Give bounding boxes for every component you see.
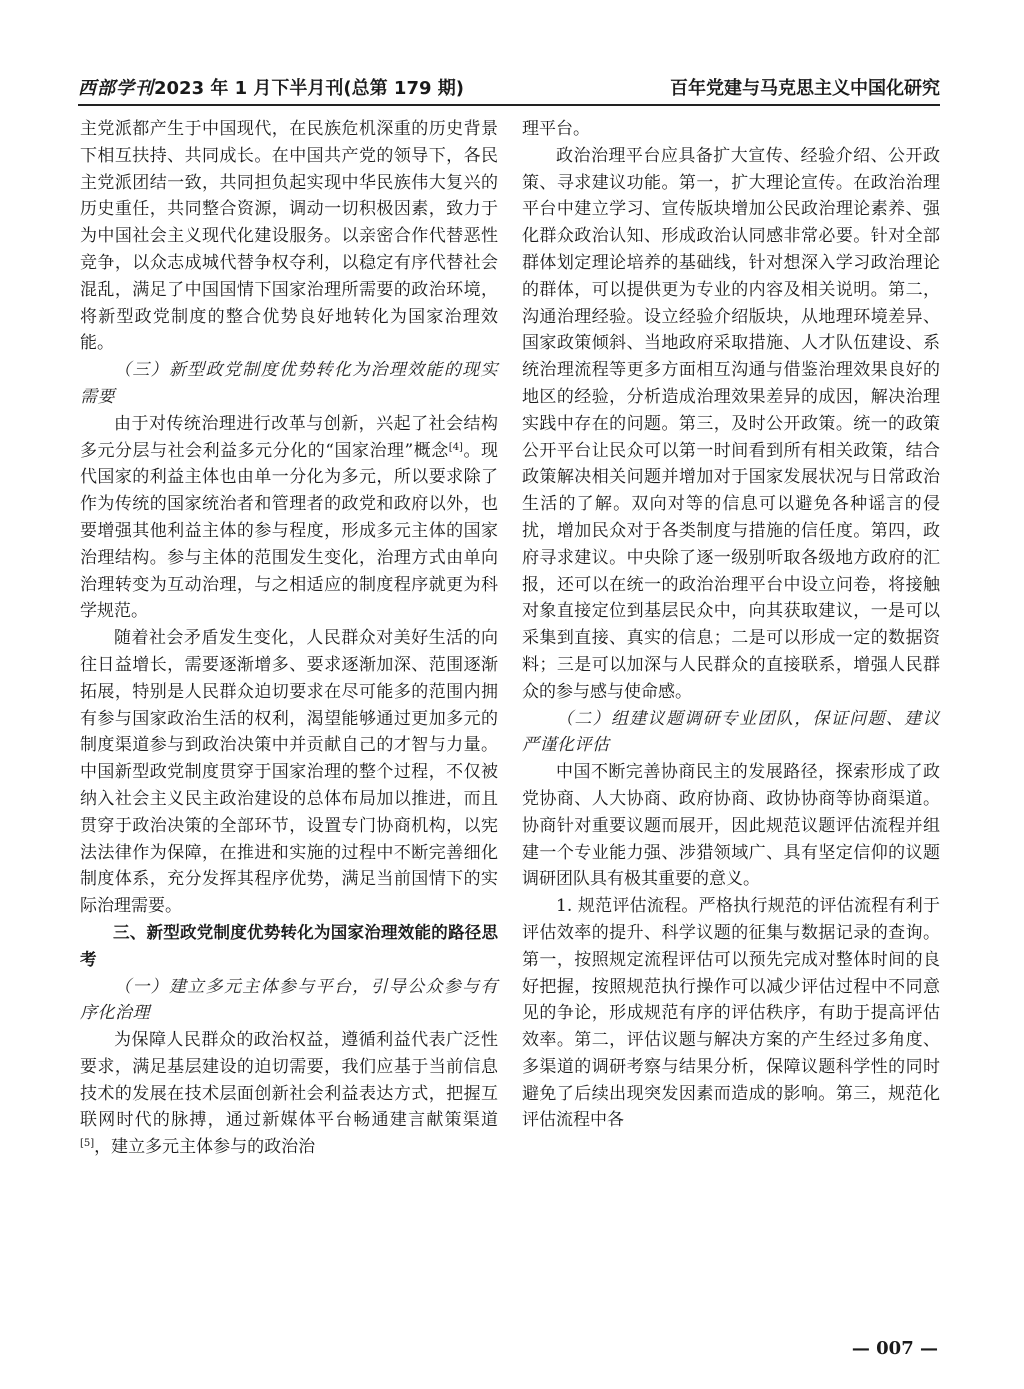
section-title: 百年党建与马克思主义中国化研究 [670, 78, 940, 99]
paragraph-continued: 理平台。 [522, 119, 590, 139]
subsection-heading: （三）新型政党制度优势转化为治理效能的现实需要 [80, 360, 498, 407]
issue-label: 2023 年 1 月下半月刊(总第 179 期) [154, 78, 464, 99]
citation-ref: [4] [448, 441, 463, 453]
left-column [80, 116, 498, 1161]
citation-ref: [5] [80, 1138, 95, 1150]
paragraph: 为保障人民群众的政治权益，遵循利益代表广泛性要求，满足基层建设的迫切需要，我们应基于当前信息技术的发展在技术层面创新社会利益表达方式，把握互联网时代的脉搏，通过新媒体平台畅通建言献策渠道[5]，建立多元主体参与的政治治 [80, 1030, 498, 1158]
paragraph: 由于对传统治理进行改革与创新，兴起了社会结构多元分层与社会利益多元分化的“国家治理”概念[4]。现代国家的利益主体也由单一分化为多元，所以要求除了作为传统的国家统治者和管理者的政党和政府以外，也要增强其他利益主体的参与程度，形成多元主体的国家治理结构。参与主体的范围发生变化，治理方式由单向治理转变为互动治理，与之相适应的制度程序就更为科学规范。 [80, 413, 499, 622]
paragraph: 政治治理平台应具备扩大宣传、经验介绍、公开政策、寻求建议功能。第一，扩大理论宣传。在政治治理平台中建立学习、宣传版块增加公民政治理论素养、强化群众政治认知、形成政治认同感非常必要。针对全部群体划定理论培养的基础线，针对想深入学习政治理论的群体，可以提供更为专业的内容及相关说明。第二，沟通治理经验。设立经验介绍版块，从地理环境差异、国家政策倾斜、当地政府采取措施、人才队伍建设、系统治理流程等更多方面相互沟通与借鉴治理效果良好的地区的经验，分析造成治理效果差异的成因，解决治理实践中存在的问题。第三，及时公开政策。统一的政策公开平台让民众可以第一时间看到所有相关政策，结合政策解决相关问题并增加对于国家发展状况与日常政治生活的了解。双向对等的信息可以避免各种谣言的侵扰，增加民众对于各类制度与措施的信任度。第四，政府寻求建议。中央除了逐一级别听取各级地方政府的汇报，还可以在统一的政治治理平台中设立问卷，将接触对象直接定位到基层民众中，向其获取建议，一是可以采集到直接、真实的信息；二是可以形成一定的数据资料；三是可以加深与人民群众的直接联系，增强人民群众的参与感与使命感。 [522, 145, 940, 702]
paragraph: 1. 规范评估流程。严格执行规范的评估流程有利于评估效率的提升、科学议题的征集与数据记录的查询。第一，按照规定流程评估可以预先完成对整体时间的良好把握，按照规范执行操作可以减少评估过程中不同意见的争论，形成规范有序的评估秩序，有助于提高评估效率。第二，评估议题与解决方案的产生经过多角度、多渠道的调研考察与结果分析，保障议题科学性的同时避免了后续出现突发因素而造成的影响。第三，规范化评估流程中各 [522, 896, 940, 1131]
page-number: — 007 — [851, 1338, 938, 1359]
paragraph: 随着社会矛盾发生变化，人民群众对美好生活的向往日益增长，需要逐渐增多、要求逐渐加深、范围逐渐拓展，特别是人民群众迫切要求在尽可能多的范围内拥有参与国家政治生活的权利，渴望能够通过更加多元的制度渠道参与到政治决策中并贡献自己的才智与力量。中国新型政党制度贯穿于国家治理的整个过程，不仅被纳入社会主义民主政治建设的总体布局加以推进，而且贯穿于政治决策的全部环节，设置专门协商机构，以宪法法律作为保障，在推进和实施的过程中不断完善细化制度体系，充分发挥其程序优势，满足当前国情下的实际治理需要。 [80, 628, 498, 917]
subsection-heading: （一）建立多元主体参与平台，引导公众参与有序化治理 [80, 976, 498, 1024]
section-heading: 三、新型政党制度优势转化为国家治理效能的路径思考 [80, 922, 498, 969]
paragraph: 中国不断完善协商民主的发展路径，探索形成了政党协商、人大协商、政府协商、政协协商等协商渠道。协商针对重要议题而展开，因此规范议题评估流程并组建一个专业能力强、涉猎领域广、具有坚定信仰的议题调研团队具有极其重要的意义。 [522, 762, 940, 890]
paragraph-continued: 主党派都产生于中国现代，在民族危机深重的历史背景下相互扶持、共同成长。在中国共产党的领导下，各民主党派团结一致，共同担负起实现中华民族伟大复兴的历史重任，共同整合资源，调动一切积极因素，致力于为中国社会主义现代化建设服务。以亲密合作代替恶性竞争，以众志成城代替争权夺利，以稳定有序代替社会混乱，满足了中国国情下国家治理所需要的政治环境，将新型政党制度的整合优势良好地转化为国家治理效能。 [80, 119, 498, 354]
subsection-heading: （二）组建议题调研专业团队，保证问题、建议严谨化评估 [522, 708, 940, 756]
journal-logo: 西部学刊 [78, 78, 154, 99]
running-header [78, 70, 940, 106]
right-column [522, 116, 940, 1134]
journal-issue [78, 74, 464, 100]
